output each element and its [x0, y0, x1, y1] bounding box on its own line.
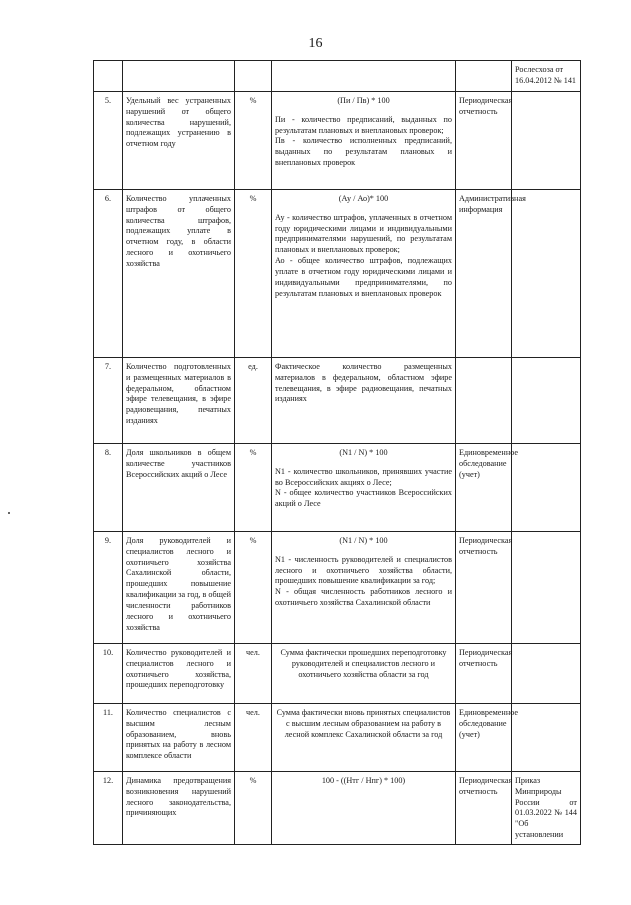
cell-num: 7. — [94, 358, 123, 444]
cell-extra — [512, 644, 581, 704]
formula-desc: Фактическое количество размещенных материалов в федеральном, областном эфире телевещания, в эфире радиовещания, печатных изданиях — [275, 362, 452, 404]
table-row — [94, 772, 581, 845]
formula-desc: Пв - количество исполненных предписаний, выданных по результатам плановых и внеплановых проверок — [275, 136, 452, 168]
page-number: 16 — [308, 36, 323, 51]
cell-unit: чел. — [235, 644, 272, 704]
cell-unit — [235, 61, 272, 92]
cell-name — [123, 61, 235, 92]
cell-unit: % — [235, 190, 272, 358]
table-row — [94, 61, 581, 92]
cell-source: Единовременное обследование (учет) — [456, 704, 512, 772]
cell-source: Единовременное обследование (учет) — [456, 444, 512, 532]
cell-formula — [272, 358, 456, 444]
cell-formula — [272, 190, 456, 358]
table-row — [94, 190, 581, 358]
cell-name: Количество уплаченных штрафов от общего количества штрафов, подлежащих уплате в отчетном году, в области лесного и охотничьего хозяйства — [123, 190, 235, 358]
cell-source: Периодическая отчетность — [456, 532, 512, 644]
table-row — [94, 444, 581, 532]
cell-source — [456, 358, 512, 444]
formula-desc: N1 - численность руководителей и специалистов лесного и охотничьего хозяйства области, прошедших повышение квалификации за год; — [275, 554, 452, 586]
scan-speck — [8, 512, 10, 514]
cell-source: Периодическая отчетность — [456, 772, 512, 845]
cell-name: Количество руководителей и специалистов лесного и охотничьего хозяйства, прошедших переподготовку — [123, 644, 235, 704]
cell-num: 12. — [94, 772, 123, 845]
cell-num: 10. — [94, 644, 123, 704]
cell-num: 5. — [94, 92, 123, 190]
cell-name: Удельный вес устраненных нарушений от общего количества нарушений, подлежащих устранению в отчетном году — [123, 92, 235, 190]
cell-unit: % — [235, 772, 272, 845]
cell-unit: ед. — [235, 358, 272, 444]
indicators-table — [93, 60, 581, 845]
cell-source: Периодическая отчетность — [456, 644, 512, 704]
cell-num: 6. — [94, 190, 123, 358]
cell-formula — [272, 92, 456, 190]
formula-desc: Пи - количество предписаний, выданных по результатам плановых и внеплановых проверок; — [275, 114, 452, 135]
cell-unit: % — [235, 444, 272, 532]
cell-name: Количество специалистов с высшим лесным образованием, вновь принятых на работу в лесном комплексе области — [123, 704, 235, 772]
cell-name: Динамика предотвращения возникновения нарушений лесного законодательства, причиняющих — [123, 772, 235, 845]
cell-name: Доля руководителей и специалистов лесного и охотничьего хозяйства Сахалинской области, прошедших повышение квалификации за год, в общей численности работников лесного и охотничьего хозяйства — [123, 532, 235, 644]
formula: (Ау / Ао)* 100 — [338, 194, 389, 203]
formula-desc: N - общая численность работников лесного и охотничьего хозяйства Сахалинской области — [275, 587, 452, 608]
cell-extra — [512, 704, 581, 772]
cell-unit: % — [235, 532, 272, 644]
cell-num: 11. — [94, 704, 123, 772]
formula: (Пи / Пв) * 100 — [337, 96, 390, 105]
cell-extra — [512, 444, 581, 532]
cell-source: Административная информация — [456, 190, 512, 358]
cell-formula — [272, 772, 456, 845]
cell-formula — [272, 532, 456, 644]
formula-desc: Сумма фактически вновь принятых специалистов с высшим лесным образованием на работу в лесной комплекс Сахалинской области за год — [276, 708, 451, 739]
cell-formula — [272, 61, 456, 92]
formula: (N1 / N) * 100 — [339, 448, 388, 457]
cell-source: Периодическая отчетность — [456, 92, 512, 190]
formula: (N1 / N) * 100 — [339, 536, 388, 545]
cell-extra — [512, 358, 581, 444]
formula-desc: N1 - количество школьников, принявших участие во Всероссийских акциях о Лесе; — [275, 466, 452, 487]
table-row — [94, 92, 581, 190]
cell-extra: Приказ Минприроды России от 01.03.2022 № 144 "Об установлении — [512, 772, 581, 845]
formula-desc: Ао - общее количество штрафов, подлежащих уплате в отчетном году юридическими лицами и индивидуальными предпринимателями, по результатам плановых и внеплановых проверок — [275, 256, 452, 298]
cell-name: Доля школьников в общем количестве участников Всероссийских акций о Лесе — [123, 444, 235, 532]
table-row — [94, 358, 581, 444]
cell-num: 8. — [94, 444, 123, 532]
cell-extra: Рослесхоза от 16.04.2012 № 141 — [512, 61, 581, 92]
formula: 100 - ((Нтг / Нпг) * 100) — [321, 776, 406, 785]
cell-name: Количество подготовленных и размещенных материалов в федеральном, областном эфире телевещания, в эфире радиовещания, печатных изданиях — [123, 358, 235, 444]
cell-extra — [512, 190, 581, 358]
cell-extra — [512, 92, 581, 190]
cell-unit: % — [235, 92, 272, 190]
cell-source — [456, 61, 512, 92]
cell-formula — [272, 444, 456, 532]
cell-formula — [272, 644, 456, 704]
cell-formula — [272, 704, 456, 772]
table-row — [94, 704, 581, 772]
cell-extra — [512, 532, 581, 644]
cell-num — [94, 61, 123, 92]
cell-unit: чел. — [235, 704, 272, 772]
table-row — [94, 532, 581, 644]
formula-desc: Сумма фактически прошедших переподготовку руководителей и специалистов лесного и охотничьего хозяйства области за год — [280, 648, 447, 679]
cell-num: 9. — [94, 532, 123, 644]
formula-desc: N - общее количество участников Всероссийских акций о Лесе — [275, 488, 452, 509]
formula-desc: Ау - количество штрафов, уплаченных в отчетном году юридическими лицами и индивидуальными предпринимателями нарушений, по результатам плановых и внеплановых проверок; — [275, 212, 452, 255]
table-row — [94, 644, 581, 704]
